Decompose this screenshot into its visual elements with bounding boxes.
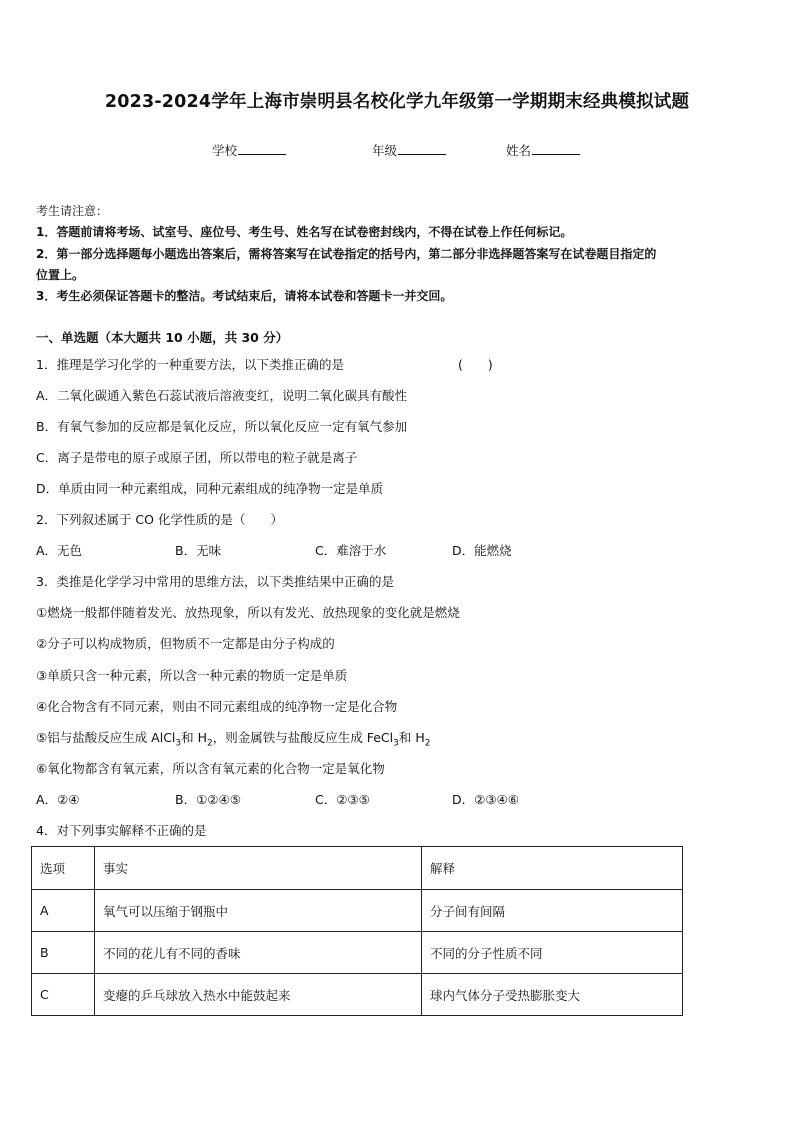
cell-option: C xyxy=(32,974,95,1016)
q3-option-b[interactable]: B．①②④⑤ xyxy=(175,792,241,807)
grade-field xyxy=(372,141,446,159)
name-label: 姓名 xyxy=(506,143,532,158)
notice-item-3: 3．考生必须保证答题卡的整洁。考试结束后，请将本试卷和答题卡一并交回。 xyxy=(36,289,453,303)
q3-stem: 3．类推是化学学习中常用的思维方法，以下类推结果中正确的是 xyxy=(36,574,394,589)
q3-option-a[interactable]: A．②④ xyxy=(36,792,80,807)
cell-explanation: 分子间有间隔 xyxy=(422,890,683,932)
q2-option-a[interactable]: A．无色 xyxy=(36,543,83,558)
q3-statement-6: ⑥氧化物都含有氧元素，所以含有氧元素的化合物一定是氧化物 xyxy=(36,761,385,776)
school-blank[interactable] xyxy=(238,142,286,155)
table-header-row xyxy=(32,847,683,890)
q4-stem: 4．对下列事实解释不正确的是 xyxy=(36,823,207,838)
q4-table xyxy=(31,846,683,1016)
header-cell-fact: 事实 xyxy=(95,847,422,890)
cell-fact: 变瘪的乒乓球放入热水中能鼓起来 xyxy=(95,974,422,1016)
cell-explanation: 球内气体分子受热膨胀变大 xyxy=(422,974,683,1016)
notice-item-2a: 2．第一部分选择题每小题选出答案后，需将答案写在试卷指定的括号内，第二部分非选择题答案写在试卷题目指定的 xyxy=(36,247,657,261)
q3-statement-2: ②分子可以构成物质，但物质不一定都是由分子构成的 xyxy=(36,636,335,651)
school-label: 学校 xyxy=(212,143,238,158)
q1-stem: 1．推理是学习化学的一种重要方法，以下类推正确的是 xyxy=(36,357,344,372)
q2-option-c[interactable]: C．难溶于水 xyxy=(315,543,387,558)
section-heading: 一、单选题（本大题共 10 小题，共 30 分） xyxy=(36,330,289,345)
q2-stem: 2．下列叙述属于 CO 化学性质的是（ ） xyxy=(36,512,283,527)
grade-blank[interactable] xyxy=(398,142,446,155)
table-row xyxy=(32,974,683,1016)
page-title: 2023-2024学年上海市崇明县名校化学九年级第一学期期末经典模拟试题 xyxy=(104,92,690,112)
header-cell-option: 选项 xyxy=(32,847,95,890)
q3-option-d[interactable]: D．②③④⑥ xyxy=(452,792,519,807)
q2-option-b[interactable]: B．无味 xyxy=(175,543,222,558)
header-cell-explanation: 解释 xyxy=(422,847,683,890)
name-blank[interactable] xyxy=(532,142,580,155)
notice-heading: 考生请注意： xyxy=(36,204,109,218)
q1-option-a[interactable]: A．二氧化碳通入紫色石蕊试液后溶液变红，说明二氧化碳具有酸性 xyxy=(36,388,408,403)
school-field xyxy=(212,141,286,159)
q2-option-d[interactable]: D．能燃烧 xyxy=(452,543,512,558)
cell-option: A xyxy=(32,890,95,932)
notice-item-1: 1．答题前请将考场、试室号、座位号、考生号、姓名写在试卷密封线内，不得在试卷上作任何标记。 xyxy=(36,225,573,239)
grade-label: 年级 xyxy=(372,143,398,158)
table-row xyxy=(32,890,683,932)
q1-option-c[interactable]: C．离子是带电的原子或原子团，所以带电的粒子就是离子 xyxy=(36,450,358,465)
q1-option-b[interactable]: B．有氧气参加的反应都是氧化反应，所以氧化反应一定有氧气参加 xyxy=(36,419,408,434)
name-field xyxy=(506,141,580,159)
cell-explanation: 不同的分子性质不同 xyxy=(422,932,683,974)
q3-statement-3: ③单质只含一种元素，所以含一种元素的物质一定是单质 xyxy=(36,668,348,683)
q3-option-c[interactable]: C．②③⑤ xyxy=(315,792,370,807)
q3-statement-4: ④化合物含有不同元素，则由不同元素组成的纯净物一定是化合物 xyxy=(36,699,398,714)
cell-fact: 氧气可以压缩于钢瓶中 xyxy=(95,890,422,932)
q1-option-d[interactable]: D．单质由同一种元素组成，同种元素组成的纯净物一定是单质 xyxy=(36,481,384,496)
q1-answer-bracket: ( ) xyxy=(458,357,493,372)
table-row xyxy=(32,932,683,974)
q3-statement-5: ⑤铝与盐酸反应生成 AlCl$_3$和 $H_2$，则金属铁与盐酸反应生成 FeCl$_3$和 $H_2$ xyxy=(36,730,431,749)
q3-statement-1: ①燃烧一般都伴随着发光、放热现象，所以有发光、放热现象的变化就是燃烧 xyxy=(36,605,460,620)
notice-item-2b: 位置上。 xyxy=(36,268,85,282)
cell-option: B xyxy=(32,932,95,974)
cell-fact: 不同的花儿有不同的香味 xyxy=(95,932,422,974)
